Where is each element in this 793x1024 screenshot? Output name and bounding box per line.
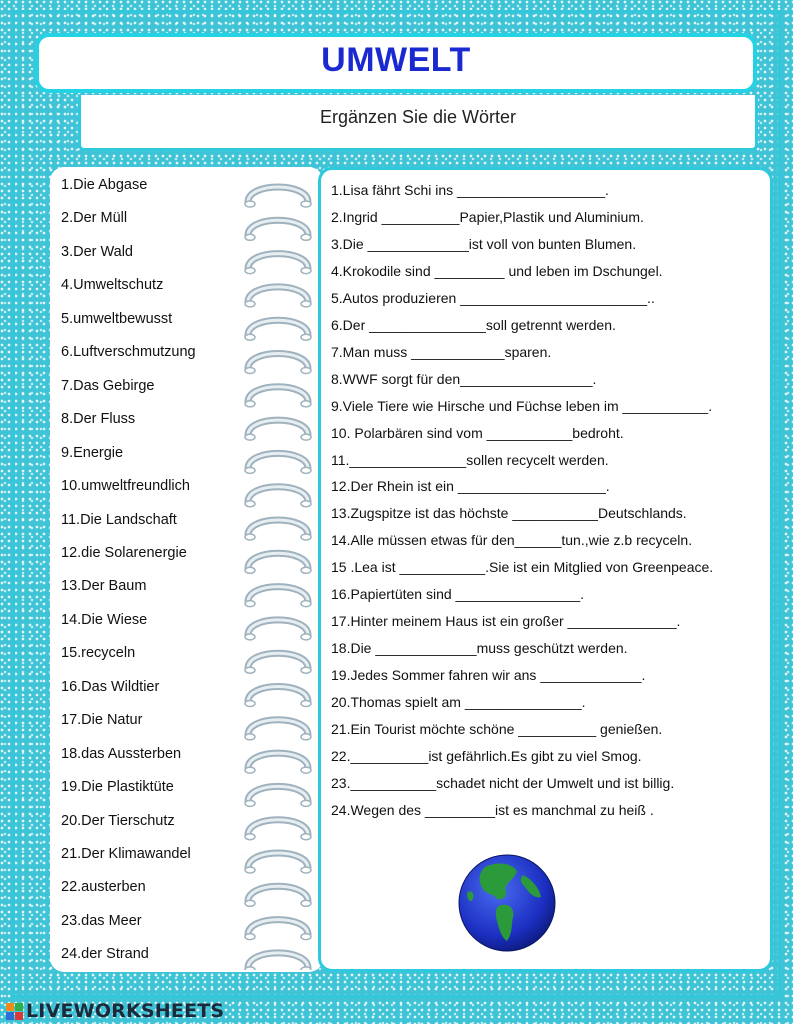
sentence-item: 23.___________schadet nicht der Umwelt und ist billig. [331,774,675,791]
word-item: 12.die Solarenergie [61,544,187,561]
liveworksheets-logo-icon [6,1003,23,1020]
spiral-ring-icon [245,553,311,573]
spiral-ring-icon [245,820,311,840]
title-box [35,33,757,93]
sentence-item: 9.Viele Tiere wie Hirsche und Füchse leben im ___________. [331,397,713,414]
sentence-item: 8.WWF sorgt für den_________________. [331,370,597,387]
sentence-item: 14.Alle müssen etwas für den______tun.,wie z.b recyceln. [331,532,693,549]
sentence-item: 4.Krokodile sind _________ und leben im Dschungel. [331,262,663,279]
sentence-item: 11._______________sollen recycelt werden. [331,451,609,468]
sentence-item: 20.Thomas spielt am _______________. [331,694,586,711]
word-item: 17.Die Natur [61,712,143,729]
sentence-item: 17.Hinter meinem Haus ist ein großer ______________. [331,613,681,630]
globe-icon [457,853,557,953]
sentence-item: 10. Polarbären sind vom ___________bedroht. [331,424,624,441]
word-item: 18.das Aussterben [61,745,182,762]
spiral-ring-icon [245,520,311,540]
word-item: 4.Umweltschutz [61,277,164,294]
word-item: 19.Die Plastiktüte [61,779,174,796]
sentence-item: 6.Der _______________soll getrennt werden. [331,316,616,333]
spiral-ring-icon [245,853,311,873]
spiral-ring-icon [245,320,311,340]
word-item: 8.Der Fluss [61,411,136,428]
sentence-item: 1.Lisa fährt Schi ins ___________________. [331,182,609,198]
spiral-ring-icon [245,453,311,473]
spiral-ring-icon [245,587,311,607]
page-title: UMWELT [321,41,471,79]
spiral-ring-icon [245,354,311,374]
spiral-ring-icon [245,220,311,240]
spiral-ring-icon [245,653,311,673]
word-item: 20.Der Tierschutz [61,812,175,829]
footer-brand-text: LIVEWORKSHEETS [26,1000,225,1022]
sentence-item: 7.Man muss ____________sparen. [331,343,552,360]
spiral-ring-icon [245,487,311,507]
spiral-ring-icon [245,254,311,274]
word-item: 21.Der Klimawandel [61,846,191,862]
subtitle-box [78,95,758,151]
word-item: 11.Die Landschaft [61,511,177,528]
word-item: 22.austerben [61,879,146,896]
word-item: 3.Der Wald [61,243,133,260]
sentence-item: 24.Wegen des _________ist es manchmal zu heiß . [331,801,654,818]
sentence-item: 5.Autos produzieren ________________________.. [331,289,655,306]
word-item: 7.Das Gebirge [61,377,155,394]
spiral-ring-icon [245,720,311,740]
instruction-text: Ergänzen Sie die Wörter [319,107,517,127]
word-item: 1.Die Abgase [61,177,148,193]
word-item: 5.umweltbewusst [61,310,173,327]
sentence-item: 16.Papiertüten sind ________________. [331,586,584,603]
sentence-item: 12.Der Rhein ist ein ___________________. [331,478,610,495]
sentence-item: 15 .Lea ist ___________.Sie ist ein Mitglied von Greenpeace. [331,559,714,576]
word-item: 24.der Strand [61,946,149,963]
spiral-binding-icon [240,170,318,970]
word-item: 10.umweltfreundlich [61,478,190,495]
spiral-ring-icon [245,287,311,307]
sentence-item: 18.Die _____________muss geschützt werden. [331,640,628,657]
spiral-ring-icon [245,953,311,970]
spiral-ring-icon [245,886,311,906]
spiral-ring-icon [245,786,311,806]
word-item: 2.Der Müll [61,210,128,227]
sentence-item: 2.Ingrid __________Papier,Plastik und Aluminium. [331,208,644,225]
word-item: 16.Das Wildtier [61,678,160,695]
word-item: 15.recyceln [61,645,136,662]
sentence-item: 3.Die _____________ist voll von bunten Blumen. [331,235,637,252]
word-item: 9.Energie [61,444,124,461]
spiral-ring-icon [245,187,311,207]
word-item: 14.Die Wiese [61,611,148,628]
word-item: 13.Der Baum [61,578,147,595]
footer-brand [6,999,224,1023]
word-item: 6.Luftverschmutzung [61,344,196,361]
spiral-ring-icon [245,920,311,940]
sentence-item: 13.Zugspitze ist das höchste ___________Deutschlands. [331,505,687,522]
spiral-ring-icon [245,420,311,440]
sentence-item: 22.__________ist gefährlich.Es gibt zu viel Smog. [331,747,642,764]
spiral-ring-icon [245,753,311,773]
word-item: 23.das Meer [61,912,142,929]
sentence-item: 19.Jedes Sommer fahren wir ans _____________. [331,667,646,684]
spiral-ring-icon [245,620,311,640]
spiral-ring-icon [245,387,311,407]
spiral-ring-icon [245,687,311,707]
sentence-item: 21.Ein Tourist möchte schöne __________ genießen. [331,721,663,737]
